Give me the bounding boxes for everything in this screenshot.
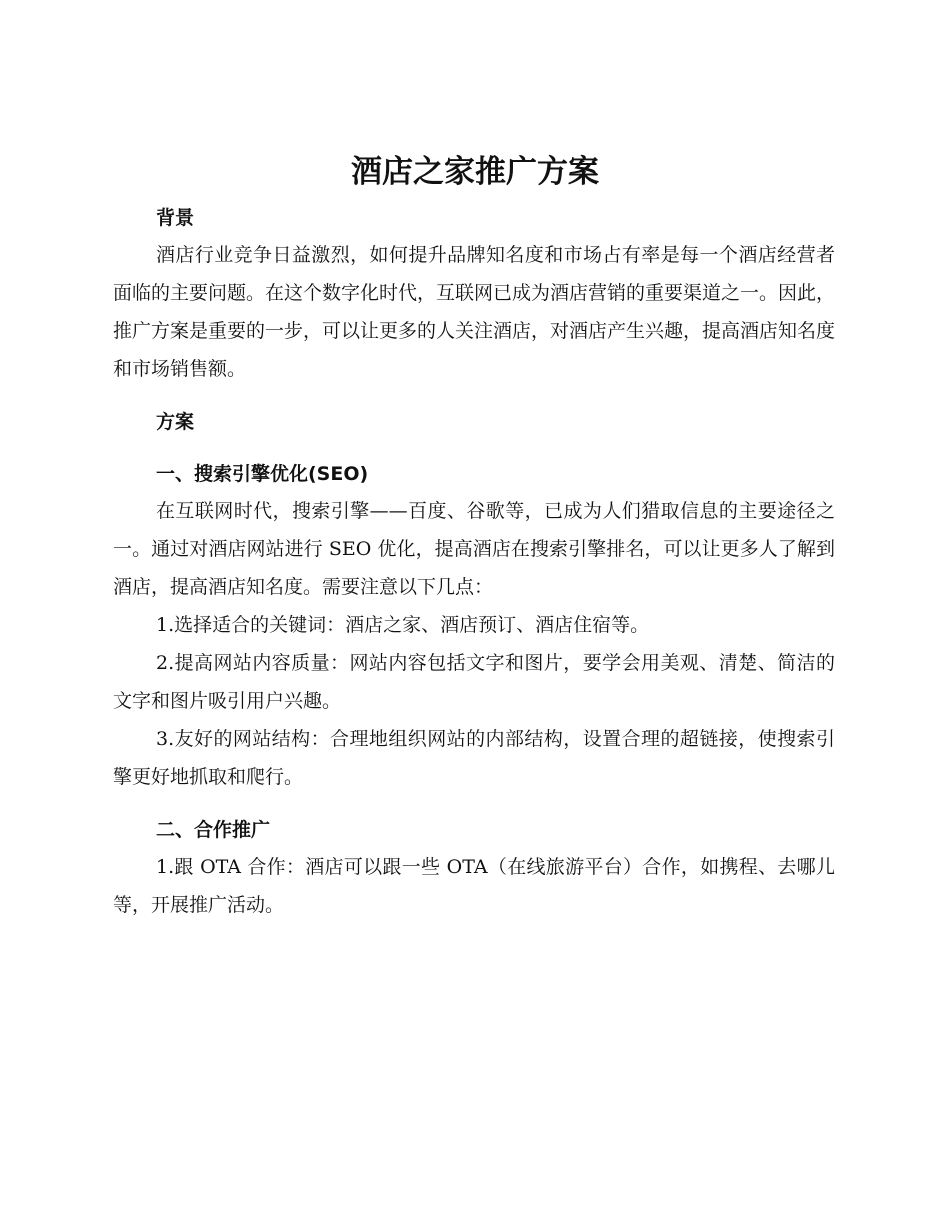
list-item-seo-1: 1.选择适合的关键词：酒店之家、酒店预订、酒店住宿等。 [156, 614, 650, 636]
section-heading-cooperation: 二、合作推广 [156, 819, 271, 841]
list-item-seo-2: 2.提高网站内容质量：网站内容包括文字和图片，要学会用美观、清楚、简洁的文字和图片吸引用户兴趣。 [113, 652, 835, 712]
section-heading-seo: 一、搜索引擎优化(SEO) [156, 463, 369, 485]
paragraph-background: 酒店行业竞争日益激烈，如何提升品牌知名度和市场占有率是每一个酒店经营者面临的主要问题。在这个数字化时代，互联网已成为酒店营销的重要渠道之一。因此，推广方案是重要的一步，可以让更多的人关注酒店，对酒店产生兴趣，提高酒店知名度和市场销售额。 [113, 244, 836, 380]
list-item-seo-3: 3.友好的网站结构：合理地组织网站的内部结构，设置合理的超链接，使搜索引擎更好地抓取和爬行。 [113, 728, 835, 788]
document-body [113, 200, 835, 924]
paragraph-seo-intro: 在互联网时代，搜索引擎——百度、谷歌等，已成为人们猎取信息的主要途径之一。通过对酒店网站进行 SEO 优化，提高酒店在搜索引擎排名，可以让更多人了解到酒店，提高酒店知名度。需要注意以下几点： [113, 500, 835, 598]
list-item-coop-1: 1.跟 OTA 合作：酒店可以跟一些 OTA（在线旅游平台）合作，如携程、去哪儿等，开展推广活动。 [113, 856, 835, 916]
document-title: 酒店之家推广方案 [351, 154, 599, 190]
section-heading-background: 背景 [156, 207, 195, 229]
section-heading-plan: 方案 [156, 411, 195, 433]
